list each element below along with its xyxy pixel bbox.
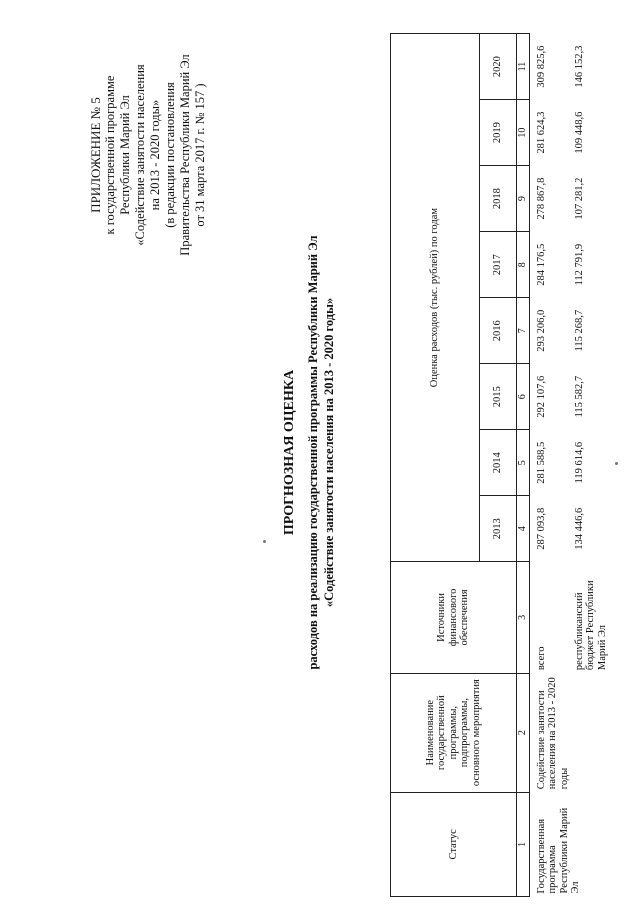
row-value: 287 093,8 <box>535 507 547 550</box>
row-source: всего <box>535 646 547 671</box>
expense-table <box>390 33 609 897</box>
column-number: 9 <box>517 166 530 232</box>
column-number: 5 <box>517 430 530 496</box>
header-estimate: Оценка расходов (тыс. рублей) по годам <box>391 34 480 562</box>
row-value: 119 614,6 <box>573 441 585 484</box>
row-value: 293 206,0 <box>535 309 547 352</box>
header-year: 2013 <box>480 496 517 562</box>
header-year: 2016 <box>480 298 517 364</box>
appendix-line: Республики Марий Эл <box>118 95 132 215</box>
row-value: 281 624,3 <box>535 111 547 154</box>
scan-speck <box>263 540 266 543</box>
row-status: Государственная программа Республики Марий Эл <box>535 807 581 894</box>
appendix-line: Правительства Республики Марий Эл <box>178 54 192 256</box>
row-value: 115 268,7 <box>573 309 585 352</box>
header-year: 2018 <box>480 166 517 232</box>
header-source: Источники финансового обеспечения <box>391 562 517 673</box>
appendix-line: на 2013 - 2020 годы» <box>148 99 162 211</box>
column-number: 2 <box>517 673 530 792</box>
column-number: 8 <box>517 232 530 298</box>
header-year: 2019 <box>480 100 517 166</box>
header-year: 2015 <box>480 364 517 430</box>
row-value: 134 446,6 <box>573 507 585 550</box>
appendix-title: ПРИЛОЖЕНИЕ № 5 <box>88 97 103 213</box>
row-name: Содействие занятости населения на 2013 - 2020 годы <box>535 677 570 790</box>
page-title: ПРОГНОЗНАЯ ОЦЕНКА <box>282 369 297 536</box>
header-year: 2017 <box>480 232 517 298</box>
column-number: 3 <box>517 562 530 673</box>
row-value: 107 281,2 <box>573 177 585 220</box>
appendix-line: «Содействие занятости населения <box>133 64 147 246</box>
row-value: 109 448,6 <box>573 111 585 154</box>
row-value: 112 791,9 <box>573 243 585 286</box>
scan-speck <box>615 462 618 465</box>
table-header-row <box>391 34 480 897</box>
column-number: 1 <box>517 792 530 896</box>
column-number: 4 <box>517 496 530 562</box>
row-value: 146 152,3 <box>573 45 585 88</box>
row-value: 284 176,5 <box>535 243 547 286</box>
header-year: 2020 <box>480 34 517 100</box>
header-status: Статус <box>391 792 517 896</box>
row-value: 115 582,7 <box>573 375 585 418</box>
row-value: 278 867,8 <box>535 177 547 220</box>
row-value: 309 825,6 <box>535 45 547 88</box>
appendix-block <box>88 45 208 265</box>
row-value: 292 107,6 <box>535 375 547 418</box>
column-number: 10 <box>517 100 530 166</box>
appendix-line: от 31 марта 2017 г. № 157 ) <box>193 83 207 227</box>
column-number: 7 <box>517 298 530 364</box>
appendix-line: к государственной программе <box>103 75 117 235</box>
appendix-line: (в редакции постановления <box>163 82 177 228</box>
page-subtitle-2: «Содействие занятости населения на 2013 - 2020 годы» <box>322 297 336 608</box>
column-number: 11 <box>517 34 530 100</box>
row-value: 281 588,5 <box>535 441 547 484</box>
page-subtitle-1: расходов на реализацию государственной программы Республики Марий Эл <box>306 235 320 670</box>
header-name: Наименование государственной программы, подпрограммы, основного мероприятия <box>391 673 517 792</box>
table-column-numbers-row <box>517 34 530 897</box>
table-row <box>529 34 573 897</box>
header-year: 2014 <box>480 430 517 496</box>
column-number: 6 <box>517 364 530 430</box>
row-source: республиканский бюджет Республики Марий Эл <box>573 580 608 671</box>
